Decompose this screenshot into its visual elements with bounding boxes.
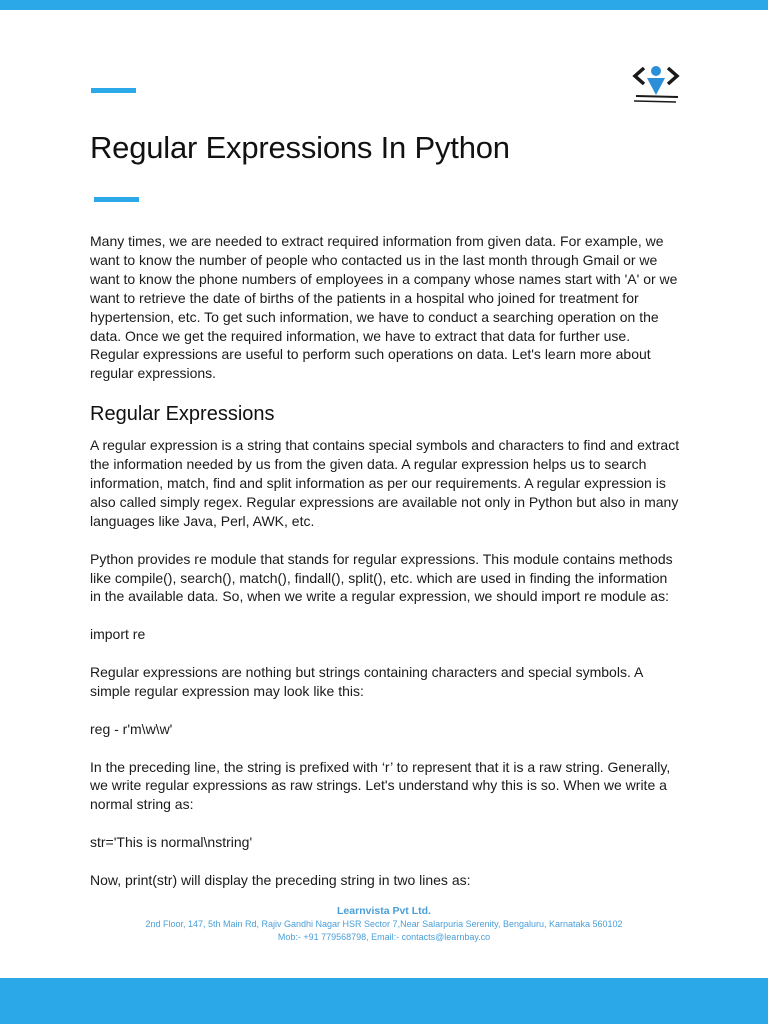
normal-string-example: str='This is normal\nstring' — [90, 834, 253, 851]
footer-contact: Mob:- +91 779568798, Email:- contacts@learnbay.co — [277, 931, 491, 942]
re-module-paragraph: Python provides re module that stands for regular expressions. This module contains methods like compile(), search(), match(), findall(), split(), etc. which are used in finding the information in the available data. So, when we write a regular expression, we should import re module as: — [90, 550, 673, 605]
learnbay-logo-icon — [630, 62, 682, 106]
import-statement: import re — [90, 626, 146, 643]
section-heading: Regular Expressions — [90, 403, 275, 426]
footer-company: Learnvista Pvt Ltd. — [337, 905, 431, 917]
bottom-accent-bar — [0, 978, 768, 1024]
simple-regex-paragraph: Regular expressions are nothing but strings containing characters and special symbols. A simple regular expression may look like this: — [90, 664, 643, 699]
raw-string-paragraph: In the preceding line, the string is prefixed with ‘r’ to represent that it is a raw string. Generally, we write regular expressions as raw strings. Let's understand why this is so. When we write a normal string as: — [90, 758, 671, 813]
title-accent-line-bottom — [94, 197, 139, 202]
page-title: Regular Expressions In Python — [90, 130, 510, 165]
footer-address: 2nd Floor, 147, 5th Main Rd, Rajiv Gandhi Nagar HSR Sector 7,Near Salarpuria Serenity, Bengaluru, Karnataka 560102 — [145, 919, 623, 929]
regex-definition-paragraph: A regular expression is a string that contains special symbols and characters to find and extract the information needed by us from the given data. A regular expression helps us to search information, match, find and split information as per our requirements. A regular expression is also called simply regex. Regular expressions are available not only in Python but also in many languages like Java, Perl, AWK, etc. — [90, 437, 680, 529]
intro-paragraph: Many times, we are needed to extract required information from given data. For example, we want to know the number of people who contacted us in the last month through Gmail or we want to know the phone numbers of employees in a company whose names start with 'A' or we want to retrieve the date of births of the patients in a hospital who joined for treatment for hypertension, etc. To get such information, we have to conduct a searching operation on the data. Once we get the required information, we have to extract that data for further use. Regular expressions are useful to perform such operations on data. Let's learn more about regular expressions. — [90, 233, 678, 382]
print-paragraph: Now, print(str) will display the preceding string in two lines as: — [90, 871, 471, 888]
document-body — [90, 232, 680, 890]
regex-example: reg - r'm\w\w' — [90, 720, 173, 737]
page-footer — [0, 904, 768, 943]
top-accent-bar — [0, 0, 768, 10]
title-accent-line-top — [91, 88, 136, 93]
